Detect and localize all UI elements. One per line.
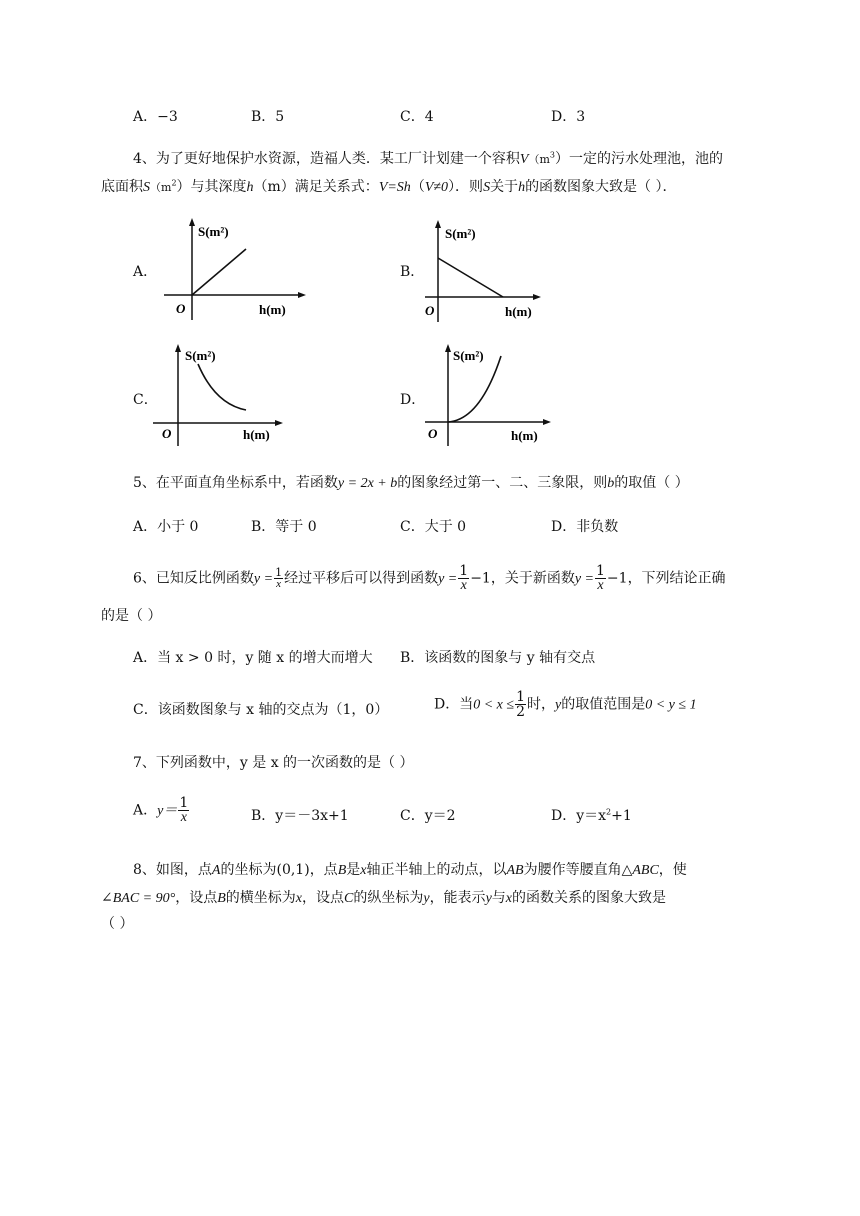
q8-stem-line1: 8、如图，点A的坐标为(0,1)，点B是x轴正半轴上的动点，以AB为腰作等腰直角△ABC，使 bbox=[133, 862, 687, 878]
x-axis-label: h(m) bbox=[259, 302, 286, 317]
q6-option-b: B．该函数的图象与 y 轴有交点 bbox=[400, 650, 596, 666]
q7-option-d: D．$y=x^2+1$ bbox=[551, 807, 632, 824]
q4-graph-d bbox=[425, 342, 575, 446]
q4-graph-b bbox=[425, 218, 575, 322]
q6-option-a: A．当 x > 0 时，y 随 x 的增大而增大 bbox=[133, 650, 373, 666]
q4-line1: 4、为了更好地保护水资源，造福人类．某工厂计划建一个容积$V(m^3)$一定的污水处理池，池的 bbox=[133, 150, 723, 167]
q7-stem: 7、下列函数中，y 是 x 的一次函数的是（ ） bbox=[133, 755, 414, 771]
q7-option-a: A．y＝ $\frac{1}{x}$ bbox=[133, 795, 189, 825]
q3-option-b: B．5 bbox=[251, 109, 285, 125]
q4-graph-a bbox=[160, 216, 310, 320]
q3-option-d: D．3 bbox=[551, 109, 586, 125]
q4-graph-a-label: A． bbox=[133, 264, 158, 280]
q4-graph-c-label: C． bbox=[133, 392, 158, 408]
y-axis-label: S(m²) bbox=[198, 224, 229, 239]
y-axis-label: S(m²) bbox=[445, 226, 476, 241]
origin-label: O bbox=[428, 426, 438, 441]
y-axis-label: S(m²) bbox=[185, 348, 216, 363]
q6-option-c: C．该函数图象与 x 轴的交点为（1，0） bbox=[133, 702, 389, 718]
q5-option-d: D．非负数 bbox=[551, 519, 619, 535]
q6-stem-line2: 的是（ ） bbox=[101, 608, 162, 624]
q7-option-c: C．y＝2 bbox=[400, 808, 456, 824]
q4-line2: 底面积$S(m^2)$与其深度h（m）满足关系式：V=Sh（V≠0）．则S关于h的函数图象大致是（ ）． bbox=[101, 178, 677, 195]
q3-option-a: A．−3 bbox=[133, 109, 178, 125]
x-axis-label: h(m) bbox=[243, 427, 270, 442]
origin-label: O bbox=[425, 303, 435, 318]
q5-option-c: C．大于 0 bbox=[400, 519, 467, 535]
q8-stem-line2: ∠BAC = 90°，设点B的横坐标为x，设点C的纵坐标为y，能表示y与x的函数关系的图象大致是 bbox=[101, 890, 666, 906]
q4-graph-b-label: B． bbox=[400, 264, 425, 280]
x-axis-label: h(m) bbox=[511, 428, 538, 443]
q4-graph-d-label: D． bbox=[400, 392, 426, 408]
q3-option-c: C．4 bbox=[400, 109, 434, 125]
q5-option-b: B．等于 0 bbox=[251, 519, 317, 535]
origin-label: O bbox=[176, 301, 186, 316]
q5-option-a: A．小于 0 bbox=[133, 519, 199, 535]
origin-label: O bbox=[162, 426, 172, 441]
q6-stem-line1: 6、已知反比例函数y = $\frac{1}{x}$ 经过平移后可以得到函数y = $\frac{1}{x}$ −1，关于新函数y = $\frac{1}{x}$ −1，下列结论正确 bbox=[133, 563, 726, 593]
q5-stem: 5、在平面直角坐标系中，若函数y = 2x + b的图象经过第一、二、三象限，则b的取值（ ） bbox=[133, 475, 689, 491]
q8-stem-line3: （ ） bbox=[101, 916, 134, 932]
q6-option-d: D．当0 < x ≤ $\frac{1}{2}$ 时，y的取值范围是0 < y ≤ 1 bbox=[434, 689, 697, 720]
y-axis-label: S(m²) bbox=[453, 348, 484, 363]
q7-option-b: B．y＝－3x+1 bbox=[251, 808, 349, 824]
q4-graph-c bbox=[153, 342, 293, 446]
x-axis-label: h(m) bbox=[505, 304, 532, 319]
